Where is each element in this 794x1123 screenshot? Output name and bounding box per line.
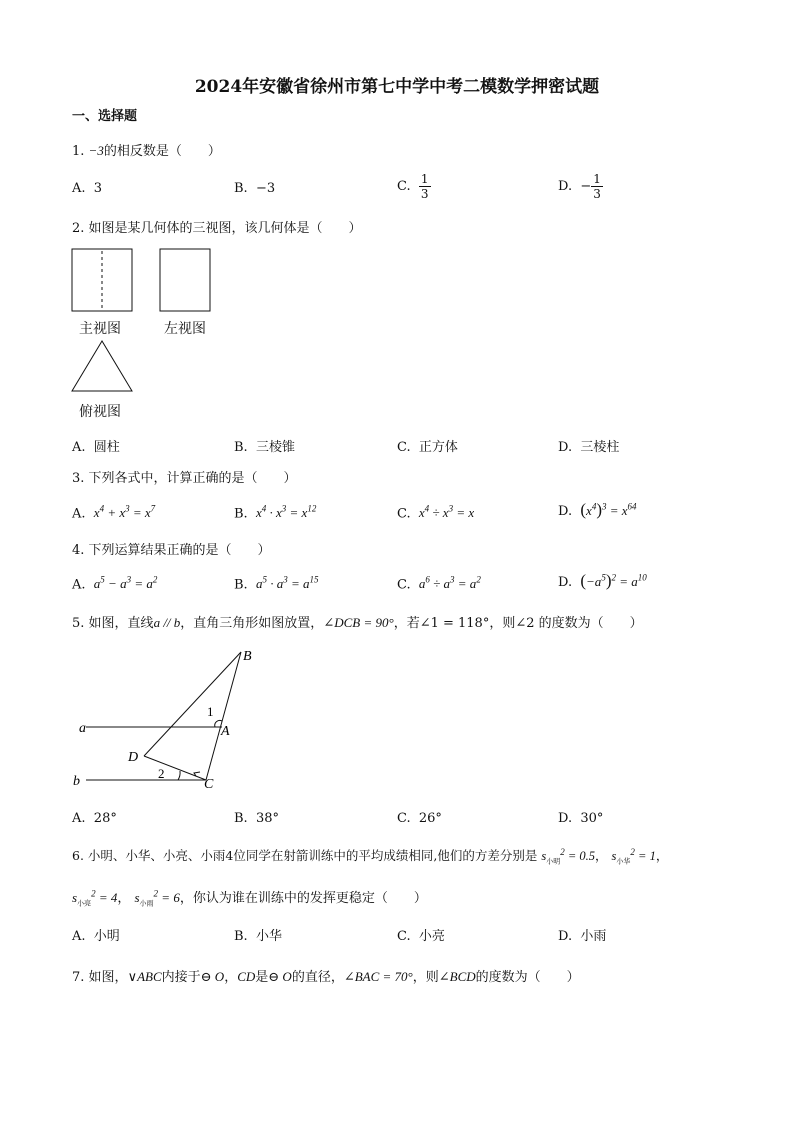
option-a: A. 小明 <box>72 929 120 944</box>
option-b: B. $x^4 \cdot x^3 = x^{12}$ <box>234 504 317 522</box>
question-number: 1. <box>72 144 85 159</box>
option-b: B. 小华 <box>234 929 282 944</box>
label-a: a <box>79 721 86 736</box>
label-b: b <box>73 774 80 789</box>
option-a: A. 28° <box>72 811 117 826</box>
option-b: B. 38° <box>234 811 279 826</box>
page-title: 2024年安徽省徐州市第七中学中考二模数学押密试题 <box>194 77 600 97</box>
option-d: D. 小雨 <box>558 929 607 944</box>
label-B: B <box>243 649 252 664</box>
option-d: D. 30° <box>558 811 604 826</box>
option-b: B. 三棱锥 <box>234 440 295 455</box>
question-4: 4. 下列运算结果正确的是（ ） <box>72 543 271 558</box>
math-expr: −3 <box>88 143 104 158</box>
label-A: A <box>221 724 230 739</box>
option-a: A. 3 <box>72 181 103 196</box>
option-c: C. $\frac{1}{3}$ <box>397 172 429 201</box>
option-d: D. $(x^4)^3 = x^{64}$ <box>558 500 637 519</box>
option-c: C. 正方体 <box>397 440 458 455</box>
question-5: 5. 如图，直线a // b，直角三角形如图放置，∠DCB = 90°，若∠1 = 118°，则∠2 的度数为（ ） <box>72 615 643 631</box>
option-c: C. $a^6 \div a^3 = a^2$ <box>397 575 481 593</box>
option-b: B. $a^5 \cdot a^3 = a^{15}$ <box>234 575 319 593</box>
label-C: C <box>204 777 214 792</box>
option-d: D. − $\frac{1}{3}$ <box>558 172 601 201</box>
option-d: D. $(-a^5)^2 = a^{10}$ <box>558 571 647 590</box>
option-c: C. $x^4 \div x^3 = x$ <box>397 504 475 522</box>
option-a: A. $x^4 + x^3 = x^7$ <box>72 504 156 522</box>
front-view-label: 主视图 <box>79 321 121 337</box>
question-6-line2: $s_{小亮}^2 = 4$， $s_{小雨}^2 = 6$，你认为谁在训练中的发挥更稳定（ ） <box>72 888 427 908</box>
left-view-label: 左视图 <box>164 321 206 337</box>
question-6: 6. 小明、小华、小亮、小雨4位同学在射箭训练中的平均成绩相同,他们的方差分别是 $s_{小明}^2 = 0.5$， $s_{小华}^2 = 1$， <box>72 846 669 866</box>
section-heading: 一、选择题 <box>72 109 138 124</box>
option-a: A. $a^5 - a^3 = a^2$ <box>72 575 158 593</box>
label-2: 2 <box>158 766 165 781</box>
top-view-label: 俯视图 <box>79 404 121 420</box>
question-1 <box>72 140 221 159</box>
option-a: A. 圆柱 <box>72 440 120 455</box>
question-2: 2. 如图是某几何体的三视图，该几何体是（ ） <box>72 221 362 236</box>
label-D: D <box>128 750 139 765</box>
segment-dc <box>144 756 206 780</box>
top-view <box>72 341 132 391</box>
option-c: C. 26° <box>397 811 442 826</box>
fraction: $\frac{1}{3}$ <box>420 172 429 201</box>
triangle-figure <box>70 645 270 795</box>
option-d: D. 三棱柱 <box>558 440 620 455</box>
option-c: C. 小亮 <box>397 929 445 944</box>
left-view <box>160 249 210 311</box>
question-7: 7. 如图，∨ABC内接于⊖ O，CD是⊖ O的直径，∠BAC = 70°，则∠BCD的度数为（ ） <box>72 969 580 985</box>
question-3: 3. 下列各式中，计算正确的是（ ） <box>72 471 297 486</box>
question-text: 的相反数是（ ） <box>103 144 221 159</box>
label-1: 1 <box>207 704 214 719</box>
fraction: $\frac{1}{3}$ <box>593 172 601 201</box>
angle-2-arc <box>178 771 180 780</box>
option-b: B. −3 <box>234 181 276 196</box>
